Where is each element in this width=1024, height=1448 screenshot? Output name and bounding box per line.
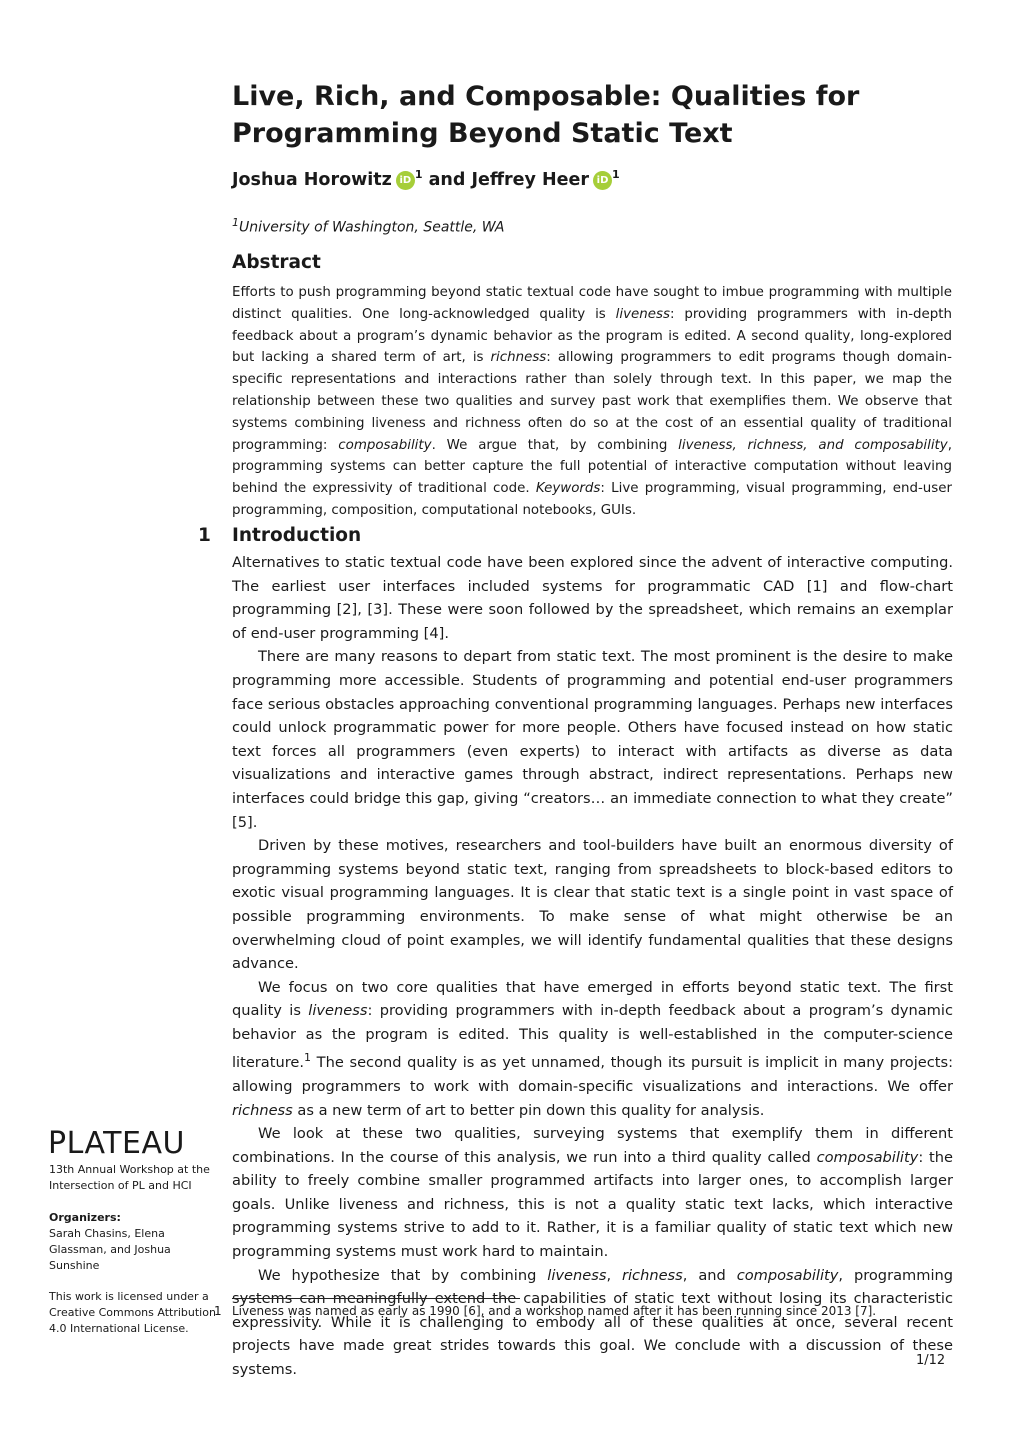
text-run: : providing programmers with in-depth feedback about a program’s dynamic behavior as the program is edited. This quality is well-established in the computer-science literature. [232, 1002, 953, 1072]
intro-body [232, 551, 953, 1382]
citation-link[interactable]: [6] [463, 1304, 481, 1318]
author-joiner: and [428, 169, 466, 190]
intro-paragraph [232, 834, 953, 976]
affiliation-mark: 1 [612, 168, 620, 181]
text-run: , and a workshop named after it has been running since 2013 [480, 1304, 856, 1318]
italic-term: Keywords [535, 481, 601, 497]
intro-paragraph [232, 551, 953, 645]
text-run: : allowing programmers to edit programs though domain-specific representations and interactions rather than solely through text. In this paper, we map the relationship between these two qualities and survey past work that exemplifies them. We observe that systems combining liveness and richness often do so at the cost of an essential quality of traditional programming: [232, 350, 952, 453]
author-line [232, 168, 620, 190]
text-run: and flow-chart programming [232, 577, 953, 619]
text-run: , [357, 601, 368, 619]
affiliation-mark: 1 [232, 216, 239, 229]
text-run: . These were soon followed by the spreadsheet, which remains an exemplar of end-user programming [232, 601, 953, 642]
citation-link[interactable]: [4] [423, 624, 445, 642]
citation-link[interactable]: [7] [855, 1304, 873, 1318]
orcid-icon[interactable]: iD [593, 171, 612, 190]
text-run: as a new term of art to better pin down this quality for analysis. [292, 1101, 765, 1119]
footnote-mark: 1 [214, 1304, 222, 1318]
text-run: There are many reasons to depart from static text. The most prominent is the desire to make programming more accessible. Students of programming and potential end-user programmers face serious obstacles approaching conventional programming languages. Perhaps new interfaces could unlock programmatic power for more people. Others have focused instead on how static text forces all programmers (even experts) to interact with artifacts as diverse as data visualizations and interactive games through abstract, indirect representations. Perhaps new interfaces could bridge this gap, giving “creators… an immediate connection to what they create” [232, 648, 953, 807]
author-name: Jeffrey Heer [471, 169, 590, 190]
italic-term: composability [338, 437, 432, 453]
citation-link[interactable]: [1] [806, 577, 828, 595]
orcid-icon[interactable]: iD [396, 171, 415, 190]
text-run: . [872, 1304, 877, 1318]
text-run: Liveness was named as early as 1990 [232, 1304, 464, 1318]
italic-term: composability [816, 1148, 919, 1166]
affiliation-text: University of Washington, Seattle, WA [239, 219, 505, 236]
text-run: We look at these two qualities, surveying systems that exemplify them in different combinations. In the course of this analysis, we run into a third quality called [232, 1125, 953, 1166]
section-number: 1 [198, 525, 211, 546]
italic-term: liveness [615, 306, 670, 322]
intro-paragraph [232, 976, 953, 1122]
footnote [214, 1304, 954, 1318]
intro-paragraph [232, 1264, 953, 1382]
text-run: Alternatives to static textual code have been explored since the advent of interactive computing. The earliest user interfaces included systems for programmatic CAD [232, 554, 953, 595]
paper-title: Live, Rich, and Composable: Qualities for Programming Beyond Static Text [232, 81, 860, 149]
organizers-label: Organizers: [49, 1211, 121, 1224]
text-run: We focus on two core qualities that have emerged in efforts beyond static text. The first quality is [232, 978, 953, 1020]
italic-term: richness [232, 1101, 293, 1119]
workshop-description: 13th Annual Workshop at the Intersection of PL and HCI [49, 1163, 210, 1192]
section-title: Introduction [232, 525, 362, 546]
text-run: , programming systems can meaningfully extend the capabilities of static text without losing its characteristic expressivity. While it is challenging to embody all of these qualities at once, several recent projects have made great strides towards this goal. We conclude with a discussion of these systems. [232, 1266, 954, 1379]
italic-term: liveness, richness, and composability [678, 437, 948, 453]
italic-term: richness [622, 1266, 683, 1284]
footnote-rule [232, 1298, 520, 1299]
intro-paragraph [232, 645, 953, 834]
italic-term: composability [736, 1266, 839, 1284]
text-run: . We argue that, by combining [431, 437, 679, 453]
text-run: , and [682, 1266, 737, 1284]
organizers-names: Sarah Chasins, Elena Glassman, and Joshua Sunshine [49, 1227, 171, 1272]
text-run: : the ability to freely combine smaller programmed artifacts into larger ones, to accomplish larger goals. Unlike liveness and richness, this is not a quality static text lacks, which interactive programming systems strive to add to it. Rather, it is a familiar quality of static text which new programming systems must work hard to maintain. [232, 1148, 953, 1261]
intro-paragraph [232, 1122, 953, 1264]
plateau-logo: PLATEAU [48, 1126, 185, 1161]
text-run: , [606, 1266, 622, 1284]
text-run: : Live programming, visual programming, end-user programming, composition, computational notebooks, GUIs. [232, 481, 952, 518]
license-note[interactable]: This work is licensed under a Creative Commons Attribution 4.0 International License. [49, 1290, 216, 1335]
footnote-ref[interactable]: 1 [304, 1051, 312, 1065]
page-number: 1/12 [916, 1353, 946, 1368]
text-run: The second quality is as yet unnamed, though its pursuit is implicit in many projects: allowing programmers to work with domain-specific visualizations and interactions. We offer [232, 1054, 953, 1095]
text-run: We hypothesize that by combining [258, 1266, 548, 1284]
italic-term: liveness [547, 1266, 607, 1284]
text-run: Efforts to push programming beyond static textual code have sought to imbue programming with multiple distinct qualities. One long-acknowledged quality is [232, 285, 952, 322]
italic-term: liveness [308, 1002, 368, 1020]
italic-term: richness [490, 350, 547, 366]
affiliation-mark: 1 [414, 168, 423, 181]
text-run: . [444, 624, 449, 642]
abstract-body [232, 282, 952, 522]
citation-link[interactable]: [2] [336, 601, 358, 619]
text-run: . [252, 813, 258, 831]
affiliation [232, 216, 505, 236]
text-run: : providing programmers with in-depth feedback about a program’s dynamic behavior as the program is edited. A second quality, long-explored but lacking a shared term of art, is [232, 306, 952, 366]
abstract-heading: Abstract [232, 252, 321, 273]
text-run: Driven by these motives, researchers and tool-builders have built an enormous diversity of programming systems beyond static text, ranging from spreadsheets to block-based editors to exotic visual programming languages. It is clear that static text is a single point in vast space of possible programming environments. To make sense of what might otherwise be an overwhelming cloud of point examples, we will identify fundamental qualities that these designs advance. [232, 837, 953, 973]
author-name: Joshua Horowitz [232, 169, 392, 190]
citation-link[interactable]: [3] [367, 601, 389, 619]
text-run: , programming systems can better capture the full potential of interactive computation without leaving behind the expressivity of traditional code. [232, 437, 952, 497]
citation-link[interactable]: [5] [232, 813, 253, 831]
